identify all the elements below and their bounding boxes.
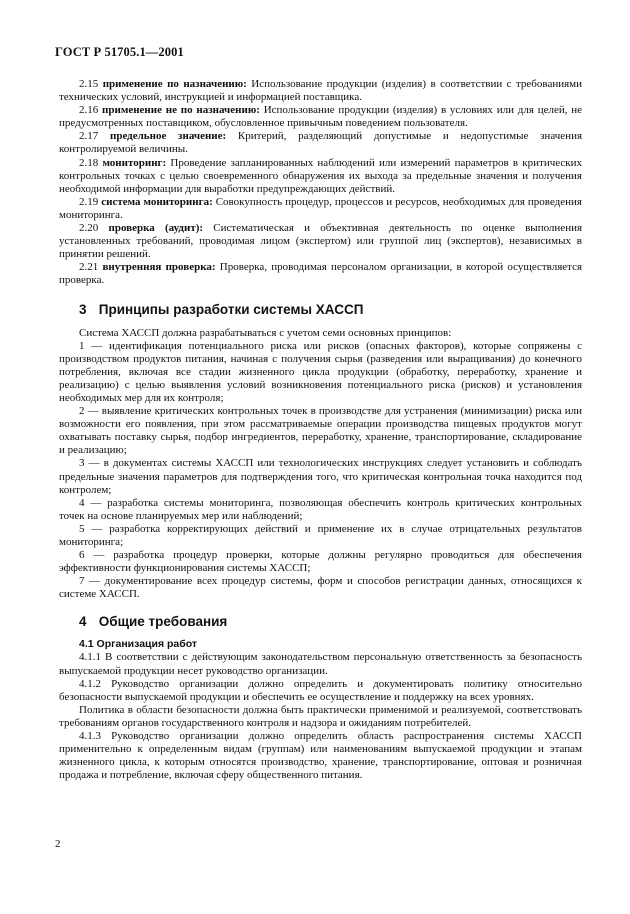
paragraph-policy: Политика в области безопасности должна быть практически применимой и реализуемой, соответствовать требованиям органов государственного контроля и надзора и ожиданиям потребителей. bbox=[59, 703, 582, 729]
definition-2-19: 2.19 система мониторинга: Совокупность процедур, процессов и ресурсов, необходимых для проведения мониторинга. bbox=[59, 195, 582, 221]
principle-7: 7 — документирование всех процедур системы, форм и способов регистрации данных, относящихся к системе ХАССП. bbox=[59, 575, 582, 601]
subsection-4-1-heading: 4.1 Организация работ bbox=[79, 638, 198, 651]
paragraph-4-1-1: 4.1.1 В соответствии с действующим законодательством персональную ответственность за безопасность выпускаемой продукции несет руководство организации. bbox=[59, 651, 582, 677]
definition-2-21: 2.21 внутренняя проверка: Проверка, проводимая персоналом организации, в которой осуществляется проверка. bbox=[59, 261, 583, 287]
definition-term: применение по назначению: bbox=[102, 78, 247, 90]
definition-2-18: 2.18 мониторинг: Проведение запланированных наблюдений или измерений параметров в критических контрольных точках с целью своевременного обнаружения их выхода за предельные значения и получения необходимой информации для выработки предупреждающих действий. bbox=[59, 156, 583, 195]
principle-1: 1 — идентификация потенциального риска или рисков (опасных факторов), которые сопряжены с производством продуктов питания, начиная с получения сырья (разведения или выращивания) до конечного потребления, включая все стадии жизненного цикла продукции (обработку, переработку, хранение и реализацию) с целью выявления условий возникновения потенциального риска (рисков) и установления необходимых мер для их контроля; bbox=[59, 339, 582, 404]
definition-2-17: 2.17 предельное значение: Критерий, разделяющий допустимые и недопустимые значения контролируемой величины. bbox=[59, 130, 583, 156]
definition-term: внутренняя проверка: bbox=[102, 261, 216, 274]
principle-4: 4 — разработка системы мониторинга, позволяющая обеспечить контроль критических контрольных точек на основе планируемых мер или наблюдений; bbox=[59, 496, 582, 522]
paragraph-4-1-2: 4.1.2 Руководство организации должно определить и документировать политику относительно безопасности выпускаемой продукции и обеспечить ее осуществление и поддержку на всех уровнях. bbox=[59, 677, 582, 703]
page-content bbox=[59, 78, 582, 782]
page-number: 2 bbox=[55, 838, 61, 850]
principle-6: 6 — разработка процедур проверки, которые должны регулярно проводиться для обеспечения эффективности функционирования системы ХАССП; bbox=[59, 549, 582, 575]
definition-term: предельное значение: bbox=[109, 130, 227, 143]
principle-5: 5 — разработка корректирующих действий и применение их в случае отрицательных результатов мониторинга; bbox=[59, 522, 582, 548]
document-code-header: ГОСТ Р 51705.1—2001 bbox=[55, 45, 184, 59]
definition-2-16: 2.16 применение не по назначению: Использование продукции (изделия) в условиях или для целей, не предусмотренных поставщиком, обусловленное привычным поведением пользователя. bbox=[59, 104, 583, 130]
definition-2-20: 2.20 проверка (аудит): Систематическая и объективная деятельность по оценке выполнения установленных требований, проводимая лицом (экспертом) или группой лиц (экспертов), независимых в принятии решений. bbox=[59, 222, 583, 261]
section-3-heading: 3 Принципы разработки системы ХАССП bbox=[79, 301, 364, 317]
section-4-heading: 4 Общие требования bbox=[79, 614, 228, 630]
definition-term: проверка (аудит): bbox=[108, 222, 204, 235]
section-3-intro: Система ХАССП должна разрабатываться с учетом семи основных принципов: bbox=[79, 326, 452, 339]
principle-2: 2 — выявление критических контрольных точек в производстве для устранения (минимизации) риска или возможности его появления, при этом рассматриваемые операции производства пищевых продуктов могут охватывать поставку сырья, подбор ингредиентов, переработку, хранение, транспортирование, складирование и реализацию; bbox=[59, 405, 582, 457]
principle-3: 3 — в документах системы ХАССП или технологических инструкциях следует установить и соблюдать предельные значения параметров для подтверждения того, что критическая контрольная точка находится под контролем; bbox=[59, 457, 582, 496]
definition-term: мониторинг: bbox=[102, 156, 167, 169]
paragraph-4-1-3: 4.1.3 Руководство организации должно определить область распространения системы ХАССП применительно к определенным видам (группам) или наименованиям выпускаемой продукции и этапам жизненного цикла, к которым относятся производство, хранение, транспортирование, оптовая и розничная продажа и потребление, включая сферу общественного питания. bbox=[59, 730, 582, 782]
definition-2-15: 2.15 применение по назначению: Использование продукции (изделия) в соответствии с требованиями технических условий, инструкцией и информацией поставщика. bbox=[59, 78, 583, 104]
definition-term: система мониторинга: bbox=[101, 195, 213, 208]
definition-term: применение не по назначению: bbox=[102, 104, 260, 117]
